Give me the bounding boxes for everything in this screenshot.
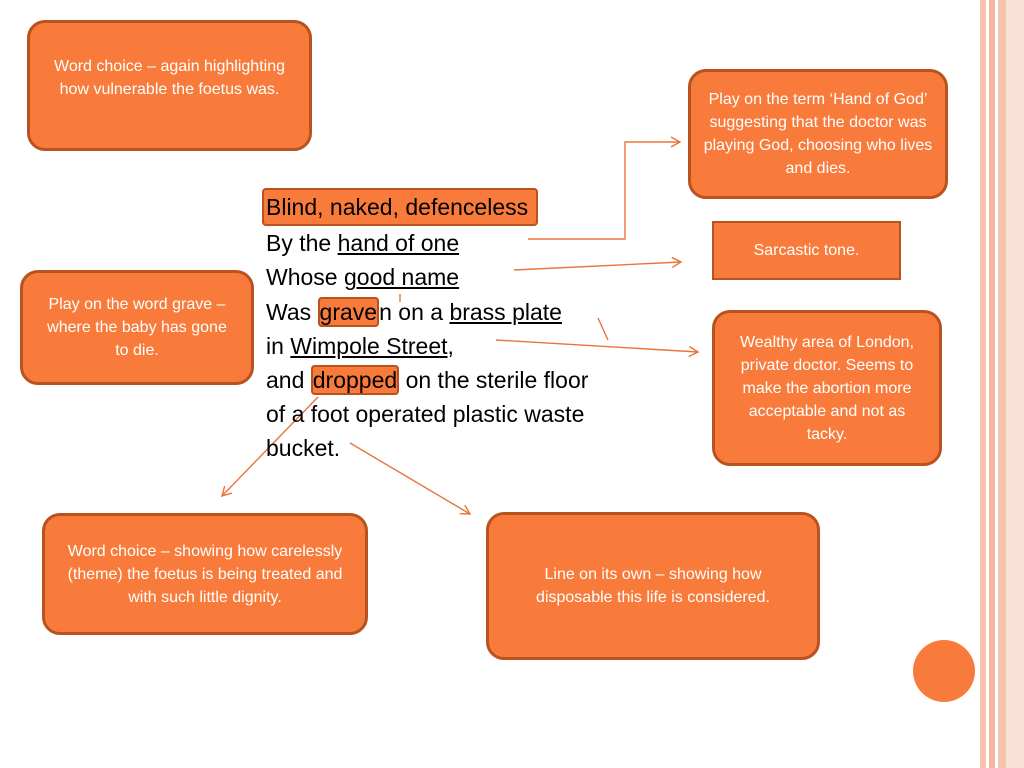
annotation-word-choice-vulnerable <box>27 20 312 151</box>
poem-text: Whose <box>266 264 344 291</box>
highlight-blind-naked-defenceless: Blind, naked, defenceless <box>262 188 538 226</box>
poem-line-2 <box>266 226 588 260</box>
annotation-word-choice-careless <box>42 513 368 635</box>
poem-line-6 <box>266 363 588 397</box>
highlight-dropped: dropped <box>312 367 398 394</box>
annotation-text: Sarcastic tone. <box>753 242 860 259</box>
underline-hand-of-one: hand of one <box>337 230 460 257</box>
poem-text: , <box>447 332 454 359</box>
annotation-sarcastic-tone <box>712 221 901 280</box>
annotation-text: Play on the term ‘Hand of God’ suggesting that the doctor was playing God, choosing who lives and dies. <box>703 91 933 177</box>
decorative-circle <box>913 640 975 702</box>
annotation-text: Wealthy area of London, private doctor. Seems to make the abortion more acceptable and not as tacky. <box>739 333 915 443</box>
poem-text: on the sterile floor <box>399 367 589 394</box>
poem-text: By the <box>266 230 338 257</box>
poem-line-3 <box>266 260 588 294</box>
underline-wimpole-street: Wimpole Street <box>290 332 448 359</box>
annotation-text: Word choice – showing how carelessly (theme) the foetus is being treated and with such little dignity. <box>67 542 343 606</box>
annotation-hand-of-god <box>688 69 948 199</box>
poem-text: and <box>266 367 311 394</box>
poem-line-5 <box>266 329 588 363</box>
annotation-text: Play on the word grave – where the baby has gone to die. <box>47 296 227 359</box>
annotation-text: Word choice – again highlighting how vulnerable the foetus was. <box>54 58 285 98</box>
poem-line-7: of a foot operated plastic waste <box>266 401 585 428</box>
highlight-grave: grave <box>319 298 378 325</box>
annotation-line-on-its-own <box>486 512 820 660</box>
poem-excerpt <box>266 188 588 466</box>
poem-line-4 <box>266 295 588 329</box>
poem-line-8: bucket. <box>266 435 341 462</box>
arrow-brass-plate <box>598 318 608 340</box>
underline-good-name: good name <box>343 264 460 291</box>
annotation-wealthy-area <box>712 310 942 466</box>
poem-text: n on a <box>379 298 450 325</box>
poem-line-1 <box>266 188 588 226</box>
underline-brass-plate: brass plate <box>449 298 562 325</box>
poem-text: in <box>266 332 291 359</box>
poem-text: Was <box>266 298 318 325</box>
annotation-text: Line on its own – showing how disposable this life is considered. <box>536 566 770 606</box>
annotation-grave <box>20 270 254 385</box>
